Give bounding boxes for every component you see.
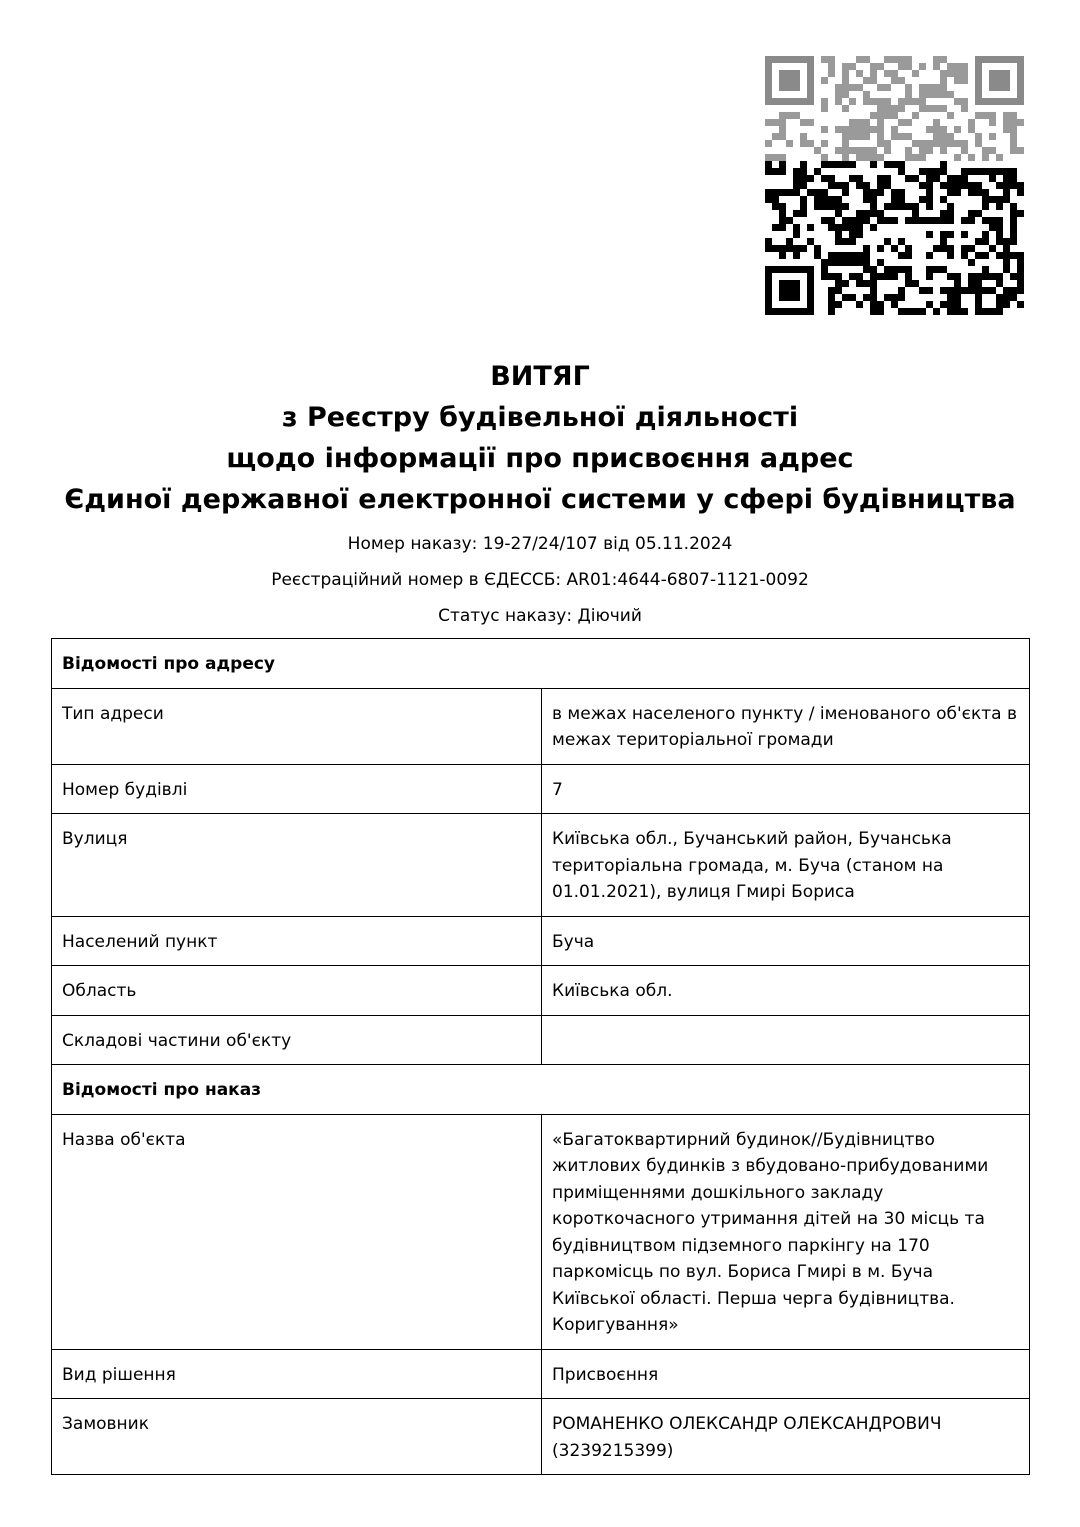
row-label: Складові частини об'єкту [52,1015,542,1065]
table-row [52,764,1030,814]
row-label: Назва об'єкта [52,1114,542,1349]
qr-code [765,56,1024,315]
table-row [52,814,1030,917]
table-row [52,688,1030,764]
order-status: Статус наказу: Діючий [438,606,642,626]
row-label: Вулиця [52,814,542,917]
row-label: Населений пункт [52,916,542,966]
section-title-address: Відомості про адресу [52,639,1030,689]
table-row [52,966,1030,1016]
row-value [542,1015,1030,1065]
table-row [52,1399,1030,1475]
row-label: Область [52,966,542,1016]
table-row [52,1015,1030,1065]
row-value: Присвоєння [542,1349,1030,1399]
section-title-order: Відомості про наказ [52,1065,1030,1115]
row-label: Вид рішення [52,1349,542,1399]
row-value: Київська обл. [542,966,1030,1016]
qr-code-icon [765,56,1024,315]
row-value: в межах населеного пункту / іменованого об'єкта в межах територіальної громади [542,688,1030,764]
row-value: Буча [542,916,1030,966]
info-table [51,638,1030,1475]
section-row-order [52,1065,1030,1115]
section-row-address [52,639,1030,689]
document-header [0,356,1080,634]
row-label: Замовник [52,1399,542,1475]
row-label: Номер будівлі [52,764,542,814]
row-value: 7 [542,764,1030,814]
document-title: ВИТЯГ [490,361,590,392]
table-row [52,916,1030,966]
row-value: РОМАНЕНКО ОЛЕКСАНДР ОЛЕКСАНДРОВИЧ (3239215399) [542,1399,1030,1475]
document-subtitle-topic: щодо інформації про присвоєння адрес [226,443,854,474]
row-value: «Багатоквартирний будинок//Будівництво житлових будинків з вбудовано-прибудованими приміщеннями дошкільного закладу короткочасного утримання дітей на 30 місць та будівництвом підземного паркінгу на 170 паркомісць по вул. Бориса Гмирі в м. Буча Київської області. Перша черга будівництва. Коригування» [542,1114,1030,1349]
registration-number: Реєстраційний номер в ЄДЕССБ: AR01:4644-6807-1121-0092 [271,570,809,590]
table-row [52,1349,1030,1399]
row-label: Тип адреси [52,688,542,764]
table-row [52,1114,1030,1349]
order-number: Номер наказу: 19-27/24/107 від 05.11.2024 [347,534,733,554]
row-value: Київська обл., Бучанський район, Бучанська територіальна громада, м. Буча (станом на 01.01.2021), вулиця Гмирі Бориса [542,814,1030,917]
document-subtitle-system: Єдиної державної електронної системи у сфері будівництва [64,484,1016,515]
document-subtitle-register: з Реєстру будівельної діяльності [281,402,799,433]
